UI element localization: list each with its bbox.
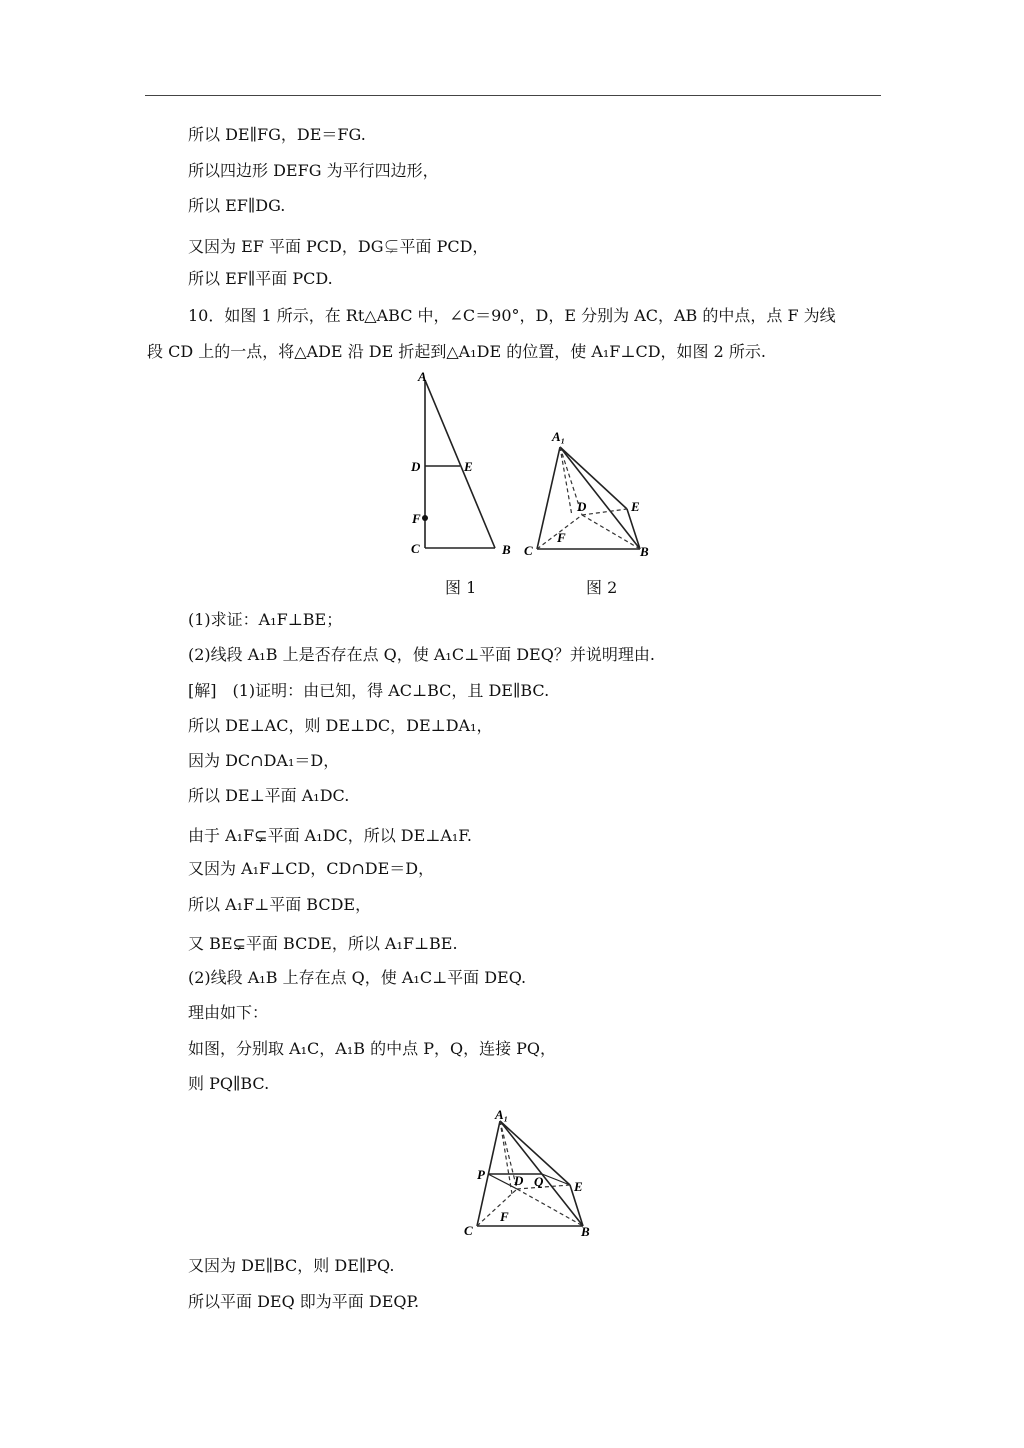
header-rule — [145, 95, 881, 96]
text-line-2: 所以四边形 DEFG 为平行四边形， — [188, 161, 439, 180]
solution-line-6: 又因为 A₁F⊥CD，CD∩DE＝D， — [188, 859, 435, 878]
solution-line-4: 所以 DE⊥平面 A₁DC. — [188, 786, 350, 805]
text-line-4: 又因为 EF 平面 PCD，DG⊊平面 PCD， — [188, 237, 489, 256]
solution-line-7: 所以 A₁F⊥平面 BCDE， — [188, 895, 372, 914]
question-2: (2)线段 A₁B 上是否存在点 Q，使 A₁C⊥平面 DEQ？并说明理由. — [188, 645, 655, 664]
fig2-label-A1: A₁ — [552, 429, 566, 444]
fig2-label-F: F — [557, 530, 566, 545]
solution-line-8: 又 BE⊊平面 BCDE，所以 A₁F⊥BE. — [188, 934, 458, 953]
problem-10-line-1: 10．如图 1 所示，在 Rt△ABC 中，∠C＝90°，D，E 分别为 AC，AB 的中点，点 F 为线 — [188, 306, 836, 325]
problem-10-line-2: 段 CD 上的一点，将△ADE 沿 DE 折起到△A₁DE 的位置，使 A₁F⊥CD，如图 2 所示. — [147, 342, 766, 361]
fig3-label-P: P — [477, 1167, 485, 1182]
fig3-label-D: D — [514, 1173, 524, 1188]
figure-1-caption: 图 1 — [445, 578, 477, 597]
solution-line-10: 理由如下： — [188, 1003, 269, 1022]
solution-line-1: [解] (1)证明：由已知，得 AC⊥BC，且 DE∥BC. — [188, 681, 550, 700]
fig2-label-E: E — [631, 499, 640, 514]
fig1-label-F: F — [412, 511, 421, 526]
fig3-label-Q: Q — [534, 1174, 544, 1189]
fig1-label-D: D — [411, 459, 421, 474]
solution-line-14: 所以平面 DEQ 即为平面 DEQP. — [188, 1292, 420, 1311]
question-1: (1)求证：A₁F⊥BE； — [188, 610, 343, 629]
fig3-label-A1: A₁ — [495, 1107, 509, 1122]
fig2-label-B: B — [640, 544, 649, 559]
figure-2-caption: 图 2 — [586, 578, 618, 597]
figure-2-diagram — [515, 425, 660, 565]
solution-line-3: 因为 DC∩DA₁＝D， — [188, 751, 340, 770]
solution-line-13: 又因为 DE∥BC，则 DE∥PQ. — [188, 1256, 395, 1275]
solution-line-5: 由于 A₁F⊊平面 A₁DC，所以 DE⊥A₁F. — [188, 826, 472, 845]
fig3-label-C: C — [464, 1223, 473, 1238]
figure-1-diagram — [400, 370, 530, 565]
fig3-label-B: B — [581, 1224, 590, 1239]
fig3-label-E: E — [574, 1179, 583, 1194]
fig2-label-D: D — [577, 499, 587, 514]
solution-line-2: 所以 DE⊥AC，则 DE⊥DC，DE⊥DA₁， — [188, 716, 493, 735]
solution-line-11: 如图，分别取 A₁C，A₁B 的中点 P，Q，连接 PQ， — [188, 1039, 557, 1058]
fig2-label-C: C — [524, 543, 533, 558]
text-line-3: 所以 EF∥DG. — [188, 196, 286, 215]
solution-line-9: (2)线段 A₁B 上存在点 Q，使 A₁C⊥平面 DEQ. — [188, 968, 527, 987]
fig1-label-B: B — [502, 542, 511, 557]
fig1-label-C: C — [411, 541, 420, 556]
text-line-1: 所以 DE∥FG，DE＝FG. — [188, 125, 366, 144]
fig1-label-A: A — [418, 370, 427, 384]
text-line-5: 所以 EF∥平面 PCD. — [188, 269, 333, 288]
figure-3-diagram — [460, 1105, 605, 1240]
fig1-label-E: E — [464, 459, 473, 474]
fig3-label-F: F — [500, 1209, 509, 1224]
solution-line-12: 则 PQ∥BC. — [188, 1074, 270, 1093]
